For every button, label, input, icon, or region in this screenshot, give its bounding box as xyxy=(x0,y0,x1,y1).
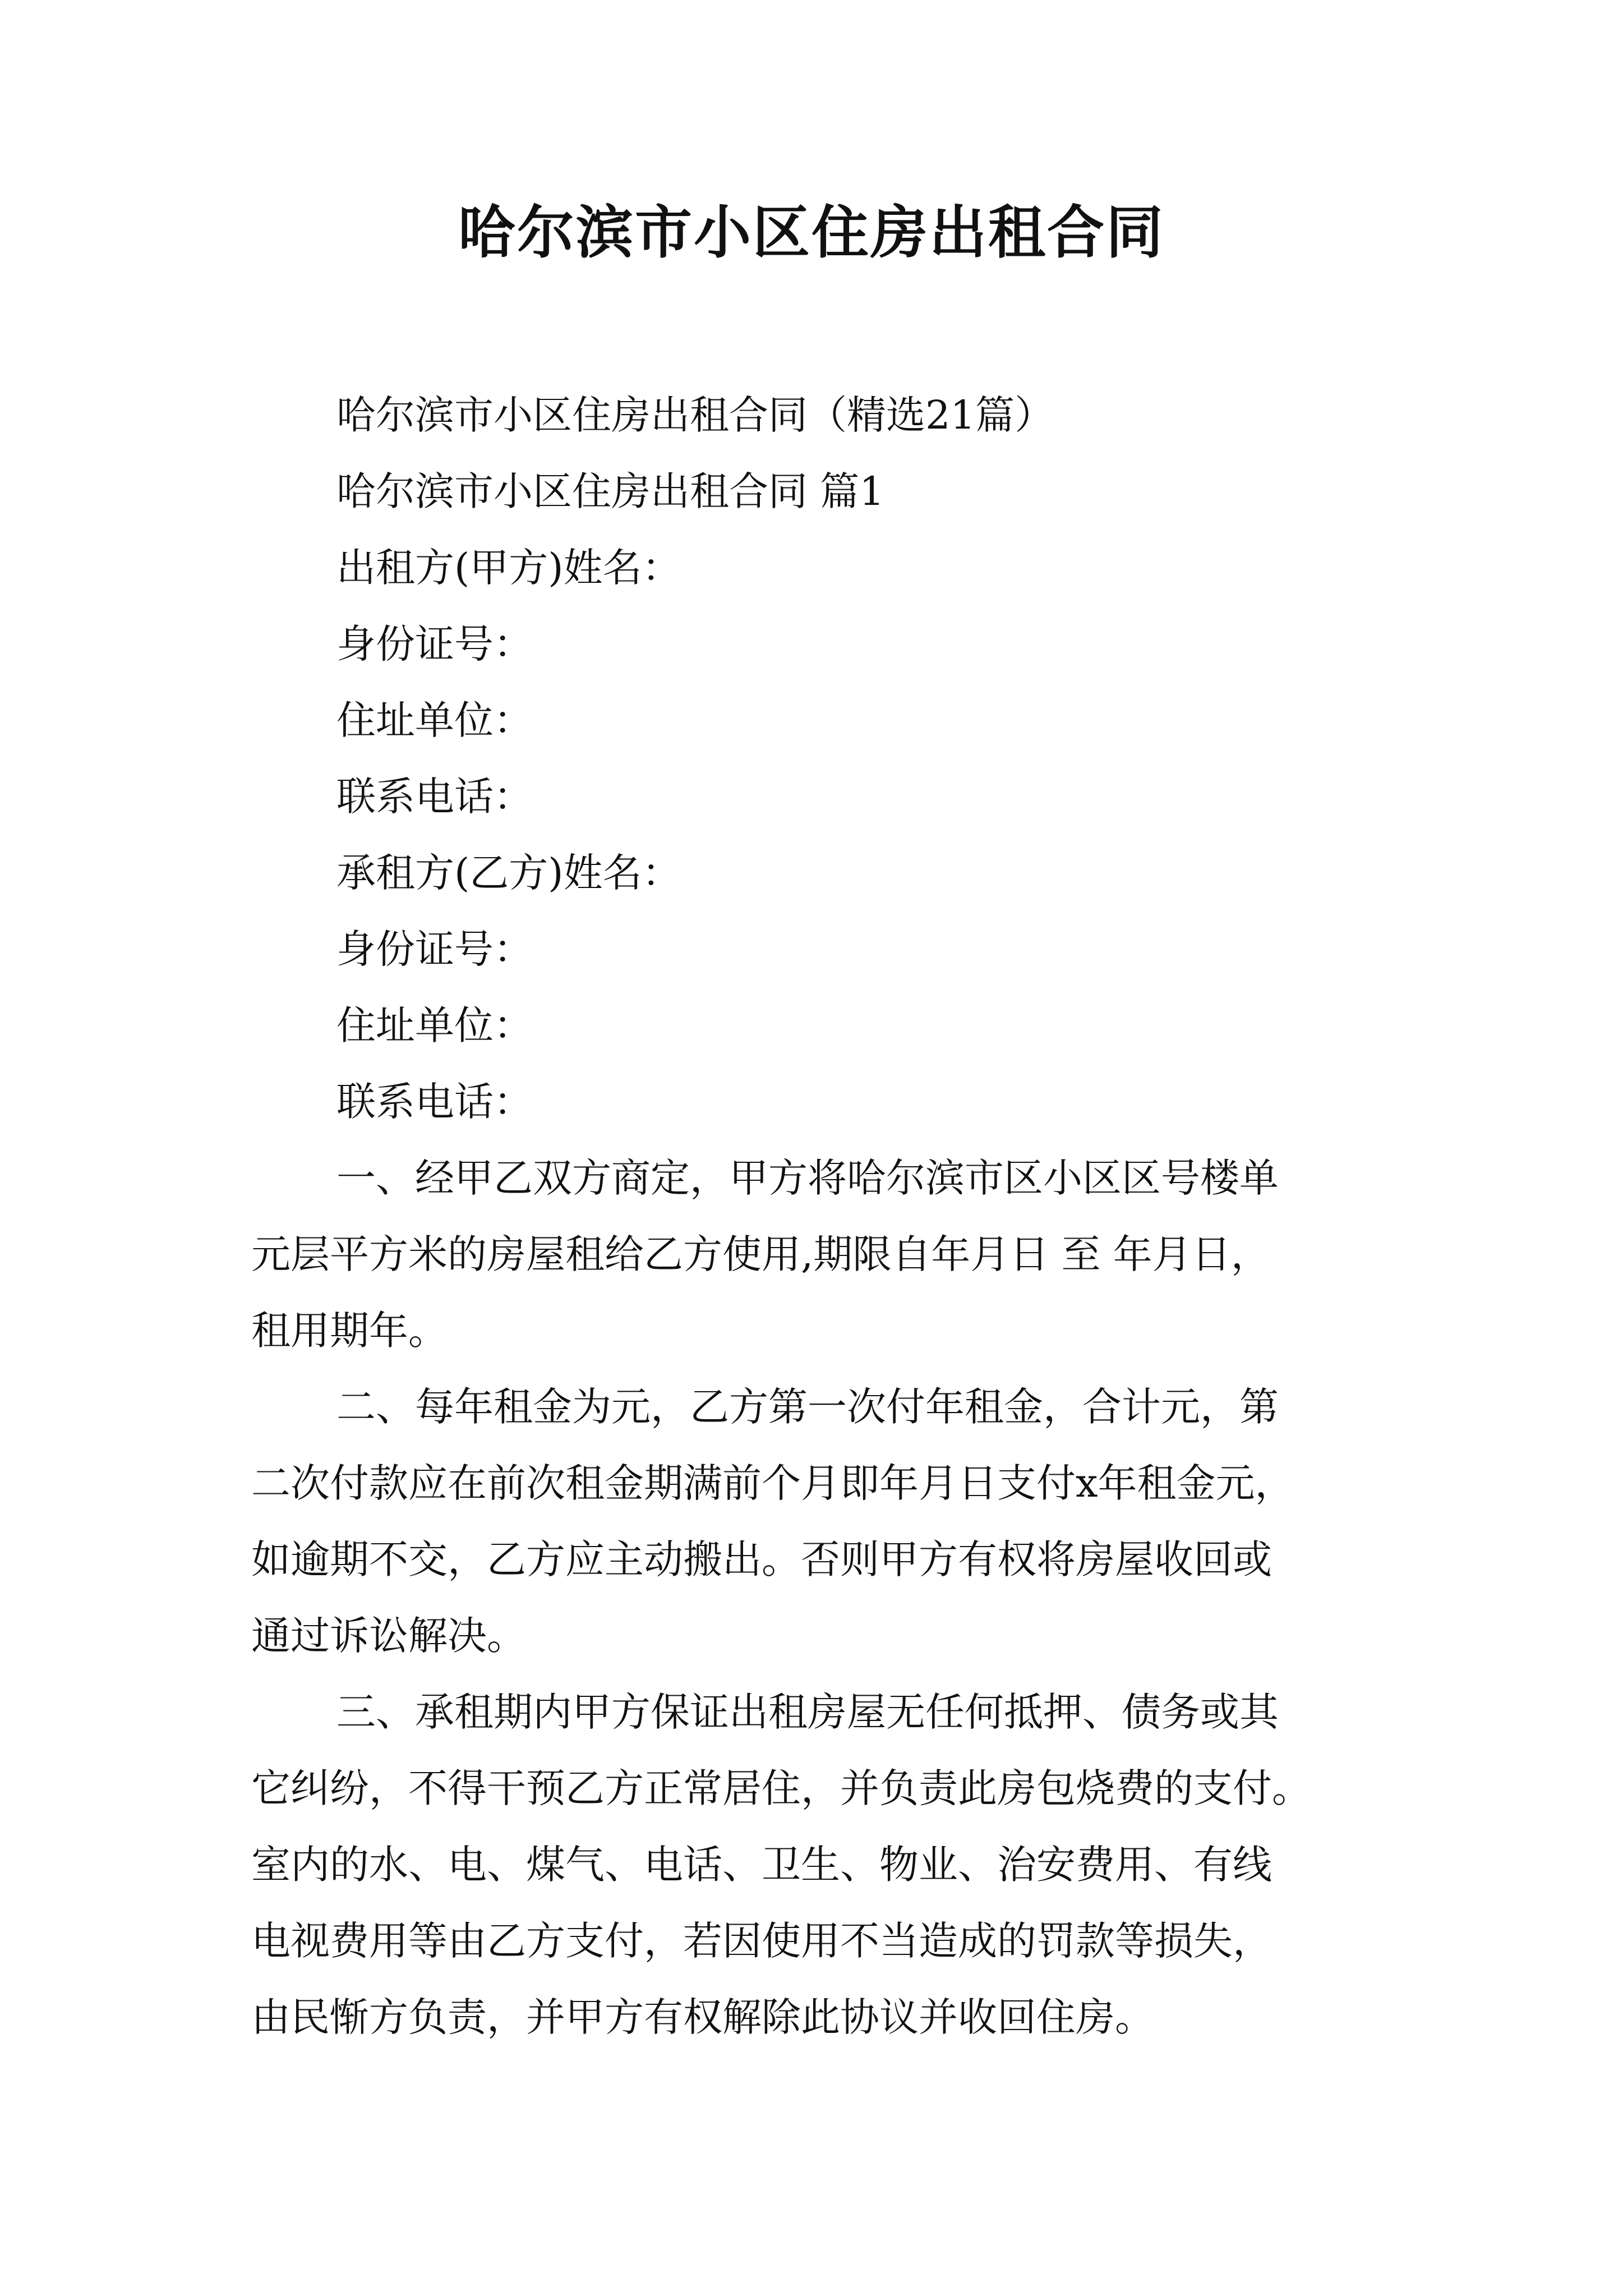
lessee-id-label: 身份证号： xyxy=(336,926,533,972)
clause-1-line-3: 租用期年。 xyxy=(251,1308,448,1354)
section-heading: 哈尔滨市小区住房出租合同 篇1 xyxy=(336,468,884,514)
lessor-name-label: 出租方(甲方)姓名： xyxy=(336,545,681,591)
clause-3-line-4: 电视费用等由乙方支付，若因使用不当造成的罚款等损失， xyxy=(251,1918,1272,1964)
clause-3-line-2: 它纠纷，不得干预乙方正常居住，并负责此房包烧费的支付。 xyxy=(251,1765,1311,1811)
clause-3-line-1: 三、承租期内甲方保证出租房屋无任何抵押、债务或其 xyxy=(336,1689,1279,1735)
document-title: 哈尔滨市小区住房出租合同 xyxy=(458,199,1165,266)
clause-1-line-1: 一、经甲乙双方商定，甲方将哈尔滨市区小区区号楼单 xyxy=(336,1155,1279,1201)
clause-2-line-4: 通过诉讼解决。 xyxy=(251,1613,526,1659)
clause-2-line-2: 二次付款应在前次租金期满前个月即年月日支付x年租金元， xyxy=(251,1460,1294,1506)
clause-2-line-1: 二、每年租金为元，乙方第一次付年租金，合计元，第 xyxy=(336,1384,1279,1430)
document-subtitle: 哈尔滨市小区住房出租合同（精选21篇） xyxy=(336,392,1054,438)
lessor-phone-label: 联系电话： xyxy=(336,774,533,820)
clause-3-line-3: 室内的水、电、煤气、电话、卫生、物业、治安费用、有线 xyxy=(251,1842,1272,1888)
clause-1-line-2: 元层平方米的房屋租给乙方使用,期限自年月日 至 年月日， xyxy=(251,1231,1270,1277)
lessee-address-label: 住址单位： xyxy=(336,1002,533,1048)
lessee-name-label: 承租方(乙方)姓名： xyxy=(336,850,681,896)
lessor-id-label: 身份证号： xyxy=(336,621,533,667)
lessor-address-label: 住址单位： xyxy=(336,697,533,743)
clause-3-line-5: 由民惭方负责，并甲方有权解除此协议并收回住房。 xyxy=(251,1994,1154,2040)
lessee-phone-label: 联系电话： xyxy=(336,1079,533,1125)
clause-2-line-3: 如逾期不交，乙方应主动搬出。否则甲方有权将房屋收回或 xyxy=(251,1536,1272,1582)
